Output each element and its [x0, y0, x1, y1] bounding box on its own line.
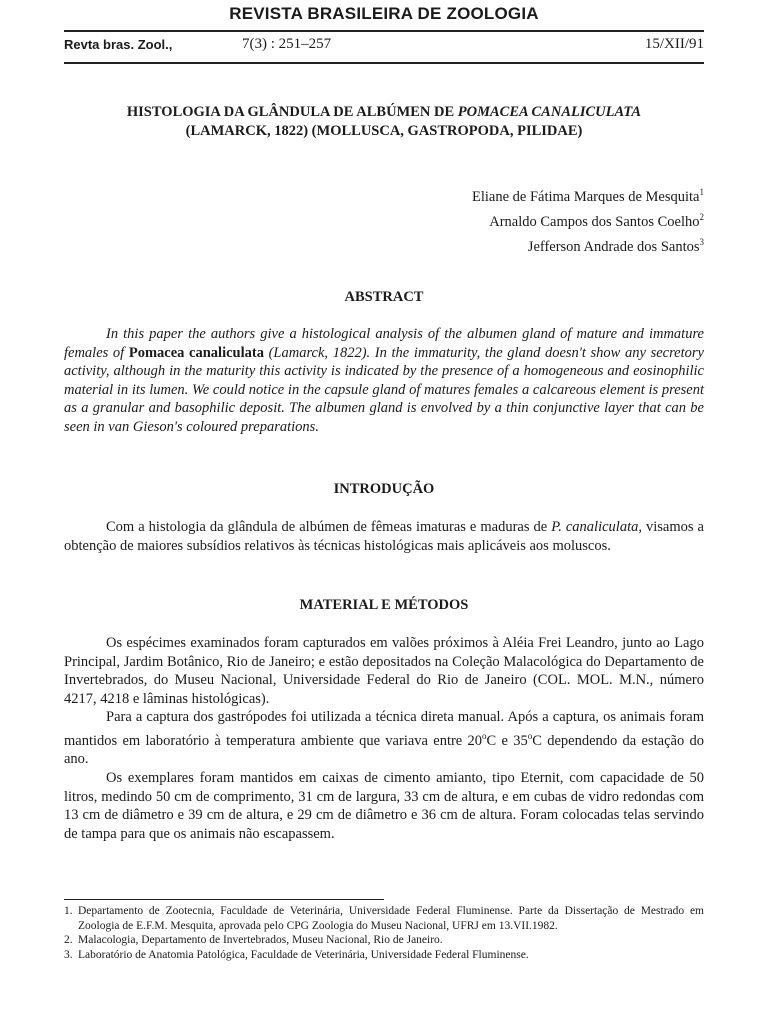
footnote-number: 1. — [64, 905, 73, 917]
abstract-species: Pomacea canaliculata — [128, 344, 264, 361]
journal-abbreviation: Revta bras. Zool., — [64, 37, 173, 52]
issue-date: 15/XII/91 — [644, 36, 704, 52]
author-affiliation-mark: 3 — [699, 236, 704, 247]
introduction-species: P. canaliculata, — [551, 519, 642, 535]
introduction-part: visamos a obtenção de maiores subsídios relativos às técnicas histológicas mais aplicáveis aos moluscos. — [64, 519, 704, 554]
footnote — [64, 933, 704, 948]
footnote — [64, 948, 704, 963]
article-title — [64, 103, 704, 141]
footnote-text: Malacologia, Departamento de Invertebrados, Museu Nacional, Rio de Janeiro. — [78, 934, 443, 946]
author-name: Jefferson Andrade dos Santos — [527, 238, 700, 255]
title-text: HISTOLOGIA DA GLÂNDULA DE ALBÚMEN DE — [126, 104, 458, 120]
abstract-part: In this paper the authors give a histological analysis of the albumen gland of mature and immature females of — [64, 326, 704, 361]
footnotes — [64, 904, 704, 962]
footnote-text: Departamento de Zootecnia, Faculdade de Veterinária, Universidade Federal Fluminense. Parte da Dissertação de Mestrado em Zoologia de E.F.M. Mesquita, aprovada pelo CPG Zoologia do Museu Nacional, UFRJ em 13.VII.1982. — [78, 905, 704, 932]
header-rule-top — [64, 30, 704, 32]
abstract-text — [64, 325, 704, 437]
footnote — [64, 904, 704, 933]
methods-heading: MATERIAL E MÉTODOS — [299, 597, 469, 613]
title-classification: (LAMARCK, 1822) (MOLLUSCA, GASTROPODA, PILIDAE) — [185, 123, 583, 139]
citation-line — [64, 36, 704, 56]
methods-paragraph: Os exemplares foram mantidos em caixas de cimento amianto, tipo Eternit, com capacidade de 50 litros, medindo 50 cm de comprimento, 31 cm de largura, 33 cm de altura, e em cubas de vidro redondas com 13 cm de diâmetro e 39 cm de altura, e 29 cm de diâmetro e 36 cm de altura. Foram colocadas telas servindo de tampa para que os animais não escapassem. — [64, 769, 704, 842]
introduction-heading: INTRODUÇÃO — [333, 481, 435, 497]
author-name: Eliane de Fátima Marques de Mesquita — [471, 188, 700, 205]
methods-part: C e 35 — [486, 732, 528, 749]
author-entry — [472, 182, 704, 207]
footnote-text: Laboratório de Anatomia Patológica, Faculdade de Veterinária, Universidade Federal Fluminense. — [78, 948, 529, 961]
author-entry — [472, 232, 704, 257]
methods-paragraph — [64, 708, 704, 769]
footnote-number: 3. — [64, 948, 73, 961]
header-rule-bottom — [64, 62, 704, 64]
volume-pages: 7(3) : 251–257 — [242, 36, 332, 52]
methods-part: C dependendo da estação do ano. — [64, 732, 704, 768]
author-affiliation-mark: 2 — [699, 211, 704, 222]
abstract-part: (Lamarck, 1822). In the immaturity, the gland doesn't show any secretory activity, although in the maturity this activity is indicated by the presence of a homogeneous and eosinophilic material in its lumen. We could notice in the capsule gland of matures females a calcareous element is present as a granular and basophilic deposit. The albumen gland is envolved by a thin conjunctive layer that can be seen in van Gieson's coloured preparations. — [64, 344, 704, 435]
introduction-text — [64, 518, 704, 555]
abstract-heading: ABSTRACT — [344, 289, 424, 305]
journal-page — [64, 0, 704, 1024]
journal-name: REVISTA BRASILEIRA DE ZOOLOGIA — [229, 4, 539, 23]
degree-mark: o — [527, 730, 533, 741]
author-list — [472, 182, 704, 256]
footnote-number: 2. — [64, 934, 73, 946]
introduction-part: Com a histologia da glândula de albúmen de fêmeas imaturas e maduras de — [106, 519, 552, 535]
author-name: Arnaldo Campos dos Santos Coelho — [489, 213, 700, 230]
footnote-rule — [64, 899, 384, 900]
methods-paragraph: Os espécimes examinados foram capturados em valões próximos à Aléia Frei Leandro, junto ao Lago Principal, Jardim Botânico, Rio de Janeiro; e estão depositados na Coleção Malacológica do Departamento de Invertebrados, do Museu Nacional, Universidade Federal do Rio de Janeiro (COL. MOL. M.N., número 4217, 4218 e lâminas histológicas). — [64, 635, 704, 707]
title-species: POMACEA CANALICULATA — [457, 104, 642, 120]
methods-body — [64, 634, 704, 843]
degree-mark: o — [482, 730, 487, 741]
author-affiliation-mark: 1 — [699, 187, 704, 197]
methods-part: Para a captura dos gastrópodes foi utilizada a técnica direta manual. Após a captura, os animais foram mantidos em laboratório à temperatura ambiente que variava entre 20 — [64, 709, 704, 749]
author-entry — [472, 207, 704, 232]
